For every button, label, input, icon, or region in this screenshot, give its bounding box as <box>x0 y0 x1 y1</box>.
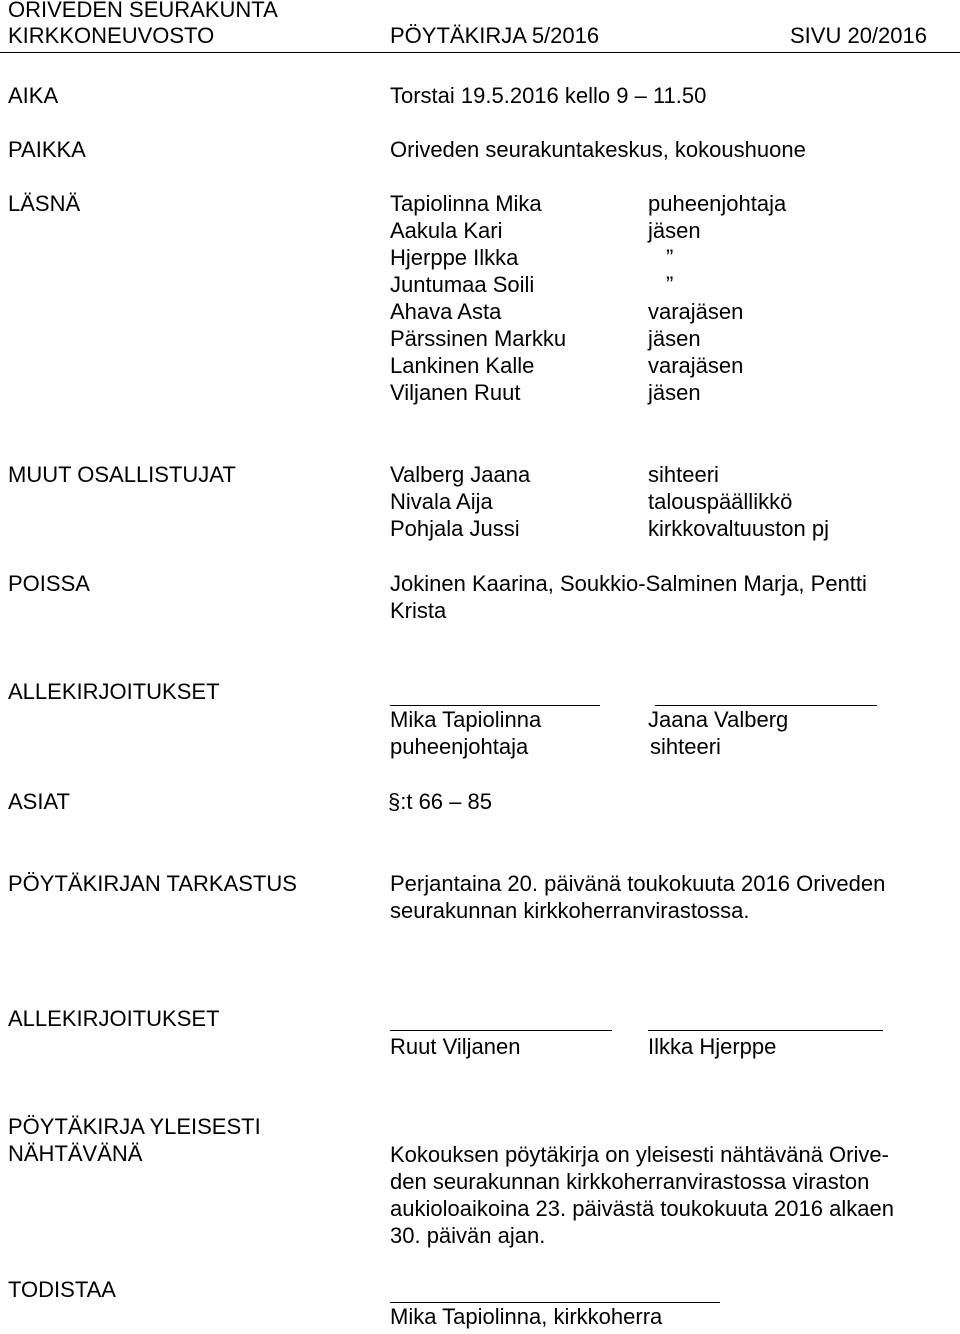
signature-line <box>390 1030 612 1031</box>
nahtavana-line-2: den seurakunnan kirkkoherranvirastossa viraston <box>390 1169 870 1194</box>
member-name: Tapiolinna Mika <box>390 191 542 216</box>
aika-value: Torstai 19.5.2016 kello 9 – 11.50 <box>390 83 707 108</box>
signature-line <box>648 1030 883 1031</box>
member-name: Ahava Asta <box>390 299 502 324</box>
member-name: Hjerppe Ilkka <box>390 245 519 270</box>
participant-role: kirkkovaltuuston pj <box>648 516 829 541</box>
signer-role: puheenjohtaja <box>390 734 529 759</box>
member-role: varajäsen <box>648 299 744 324</box>
nahtavana-line-1: Kokouksen pöytäkirja on yleisesti nähtävänä Orive- <box>390 1142 889 1167</box>
poissa-label: POISSA <box>8 571 90 596</box>
todistaa-signer: Mika Tapiolinna, kirkkoherra <box>390 1304 663 1329</box>
participant-role: sihteeri <box>648 462 719 487</box>
header-rule <box>0 52 960 53</box>
signer-name: Jaana Valberg <box>648 707 789 732</box>
asiat-label: ASIAT <box>8 789 70 814</box>
member-role: ” <box>666 245 674 270</box>
tarkastus-label: PÖYTÄKIRJAN TARKASTUS <box>8 871 297 896</box>
member-role: puheenjohtaja <box>648 191 787 216</box>
lasna-label: LÄSNÄ <box>8 191 81 216</box>
tarkastus-line-1: Perjantaina 20. päivänä toukokuuta 2016 Oriveden <box>390 871 886 896</box>
muut-label: MUUT OSALLISTUJAT <box>8 462 236 487</box>
page-number: SIVU 20/2016 <box>790 23 927 48</box>
body-name: KIRKKONEUVOSTO <box>8 23 215 48</box>
org-name: ORIVEDEN SEURAKUNTA <box>8 0 278 22</box>
document-number: PÖYTÄKIRJA 5/2016 <box>390 23 600 48</box>
aika-label: AIKA <box>8 83 59 108</box>
signer-role: sihteeri <box>650 734 721 759</box>
nahtavana-line-4: 30. päivän ajan. <box>390 1223 546 1248</box>
paikka-value: Oriveden seurakuntakeskus, kokoushuone <box>390 137 806 162</box>
member-role: jäsen <box>648 218 701 243</box>
participant-name: Nivala Aija <box>390 489 493 514</box>
member-name: Pärssinen Markku <box>390 326 567 351</box>
allekirjoitukset-label: ALLEKIRJOITUKSET <box>8 679 220 704</box>
participant-name: Valberg Jaana <box>390 462 531 487</box>
member-name: Viljanen Ruut <box>390 380 521 405</box>
nahtavana-label-2: NÄHTÄVÄNÄ <box>8 1141 143 1166</box>
tarkastus-line-2: seurakunnan kirkkoherranvirastossa. <box>390 898 750 923</box>
asiat-value: §:t 66 – 85 <box>388 789 492 814</box>
signer-name: Mika Tapiolinna <box>390 707 542 732</box>
participant-role: talouspäällikkö <box>648 489 793 514</box>
member-name: Juntumaa Soili <box>390 272 535 297</box>
poissa-line-1: Jokinen Kaarina, Soukkio-Salminen Marja, Pentti <box>390 571 867 596</box>
nahtavana-label-1: PÖYTÄKIRJA YLEISESTI <box>8 1114 261 1139</box>
member-role: ” <box>666 272 674 297</box>
poissa-line-2: Krista <box>390 598 447 623</box>
signer-name: Ruut Viljanen <box>390 1034 521 1059</box>
paikka-label: PAIKKA <box>8 137 86 162</box>
todistaa-label: TODISTAA <box>8 1277 116 1302</box>
member-role: jäsen <box>648 380 701 405</box>
member-role: varajäsen <box>648 353 744 378</box>
member-role: jäsen <box>648 326 701 351</box>
signer-name: Ilkka Hjerppe <box>648 1034 777 1059</box>
participant-name: Pohjala Jussi <box>390 516 520 541</box>
nahtavana-line-3: aukioloaikoina 23. päivästä toukokuuta 2016 alkaen <box>390 1196 894 1221</box>
allekirjoitukset-label: ALLEKIRJOITUKSET <box>8 1006 220 1031</box>
member-name: Aakula Kari <box>390 218 503 243</box>
member-name: Lankinen Kalle <box>390 353 535 378</box>
